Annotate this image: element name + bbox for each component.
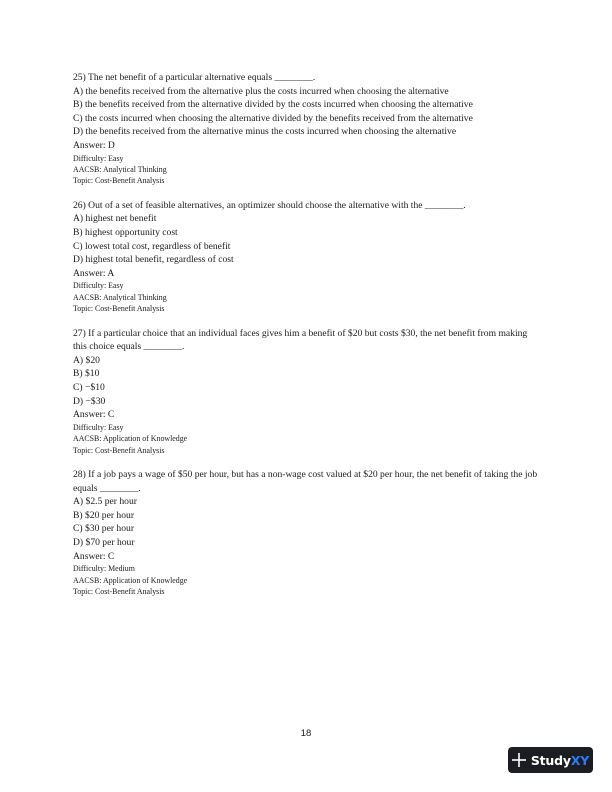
badge-label-main: Study — [530, 752, 571, 768]
question-text: 27) If a particular choice that an individual faces gives him a benefit of $20 but costs $30, the net benefit from making this choice equals ________. — [73, 327, 528, 353]
answer: Answer: D — [73, 139, 115, 151]
option-b: B) $10 — [73, 368, 100, 380]
option-a: A) highest net benefit — [73, 213, 157, 225]
question-27 — [73, 327, 543, 456]
plus-icon — [512, 753, 526, 767]
aacsb: AACSB: Application of Knowledge — [73, 575, 188, 585]
badge-label — [531, 753, 589, 768]
question-text: 26) Out of a set of feasible alternatives, an optimizer should choose the alternative with the ________. — [73, 199, 466, 211]
aacsb: AACSB: Application of Knowledge — [73, 434, 188, 444]
option-d: D) −$30 — [73, 395, 106, 407]
topic: Topic: Cost-Benefit Analysis — [73, 586, 165, 596]
option-b: B) $20 per hour — [73, 509, 135, 521]
difficulty: Difficulty: Easy — [73, 281, 124, 291]
option-b: B) the benefits received from the alternative divided by the costs incurred when choosing the alternative — [73, 99, 473, 111]
aacsb: AACSB: Analytical Thinking — [73, 292, 167, 302]
badge-label-accent: XY — [570, 752, 590, 768]
question-text: 28) If a job pays a wage of $50 per hour, but has a non-wage cost valued at $20 per hour, the net benefit of taking the job equals ________. — [73, 468, 538, 494]
page-number: 18 — [300, 728, 312, 739]
option-c: C) −$10 — [73, 381, 105, 393]
answer: Answer: C — [73, 409, 115, 421]
difficulty: Difficulty: Medium — [73, 564, 135, 574]
option-c: C) lowest total cost, regardless of benefit — [73, 240, 231, 252]
option-c: C) $30 per hour — [73, 523, 135, 535]
question-text: 25) The net benefit of a particular alternative equals ________. — [73, 72, 316, 83]
difficulty: Difficulty: Easy — [73, 153, 124, 163]
question-25 — [73, 71, 543, 187]
option-a: A) $20 — [73, 354, 100, 366]
question-28 — [73, 468, 543, 597]
answer: Answer: A — [73, 267, 115, 279]
option-d: D) $70 per hour — [73, 536, 135, 548]
studyxy-badge[interactable] — [508, 747, 593, 773]
aacsb: AACSB: Analytical Thinking — [73, 164, 167, 174]
topic: Topic: Cost-Benefit Analysis — [73, 304, 165, 314]
question-26 — [73, 199, 543, 315]
option-a: A) the benefits received from the alternative plus the costs incurred when choosing the alternative — [73, 85, 449, 97]
difficulty: Difficulty: Easy — [73, 422, 124, 432]
option-b: B) highest opportunity cost — [73, 226, 178, 238]
answer: Answer: C — [73, 550, 115, 562]
option-c: C) the costs incurred when choosing the alternative divided by the benefits received from the alternative — [73, 112, 473, 124]
option-d: D) highest total benefit, regardless of cost — [73, 254, 234, 266]
question-list — [73, 71, 543, 609]
option-a: A) $2.5 per hour — [73, 496, 137, 508]
option-d: D) the benefits received from the alternative minus the costs incurred when choosing the alternative — [73, 126, 457, 138]
topic: Topic: Cost-Benefit Analysis — [73, 445, 165, 455]
topic: Topic: Cost-Benefit Analysis — [73, 176, 165, 186]
